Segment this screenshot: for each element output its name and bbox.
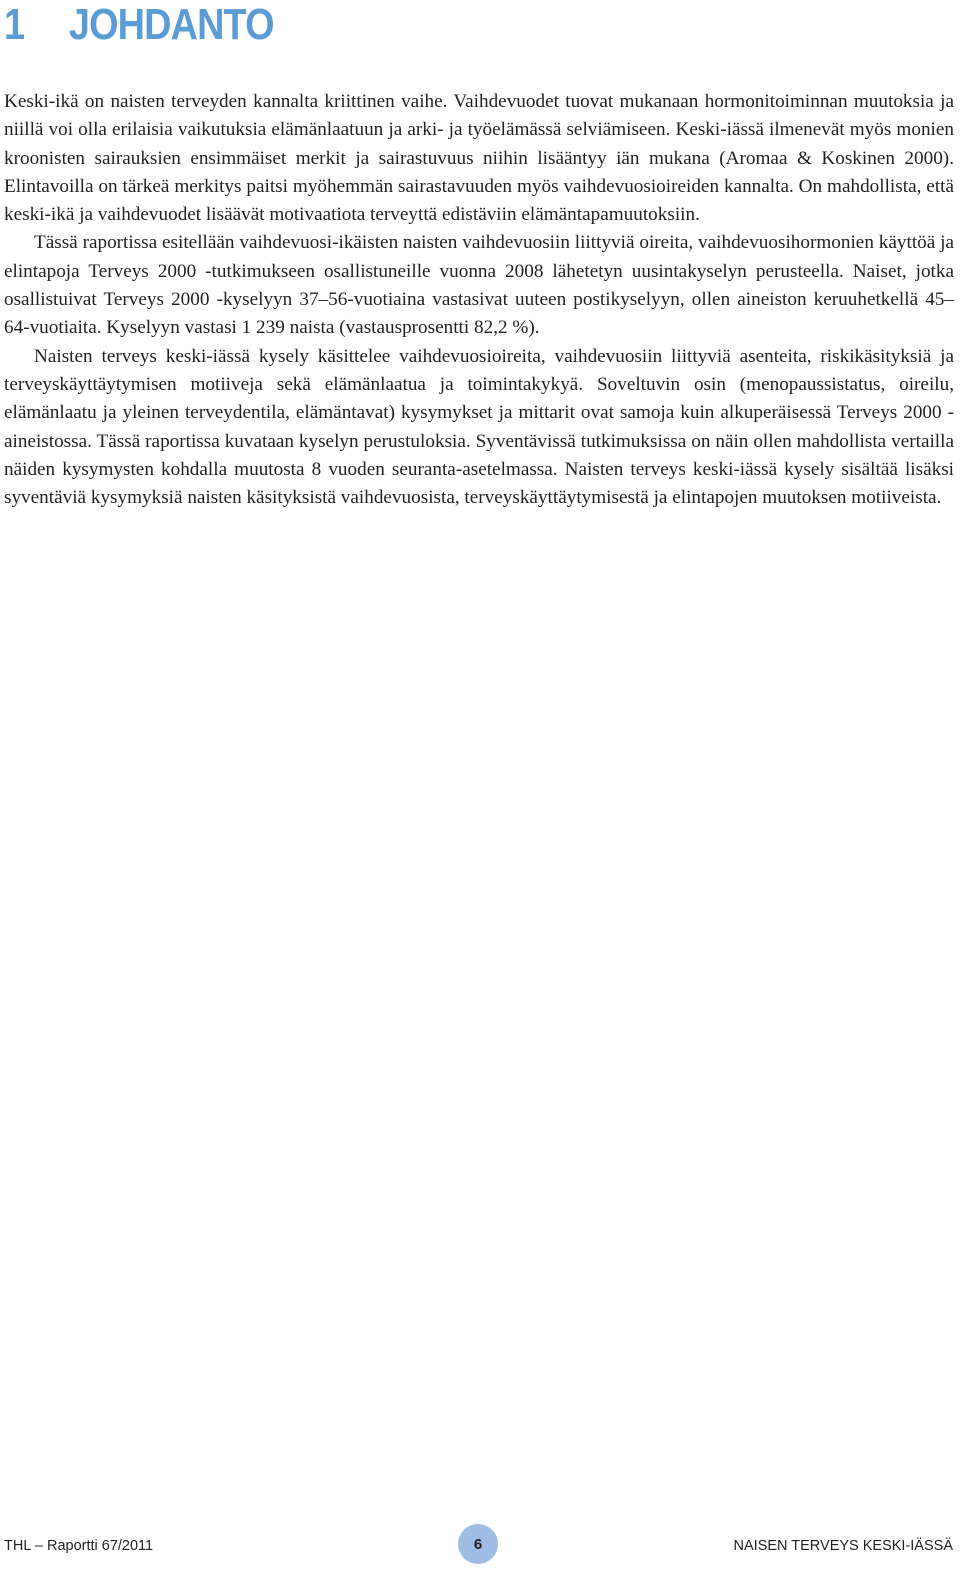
- chapter-heading: [4, 0, 274, 50]
- paragraph-survey-content: Naisten terveys keski-iässä kysely käsittelee vaihdevuosioireita, vaihdevuosiin liittyviä asenteita, riskikäsityksiä ja terveyskäyttäytymisen motiiveja sekä elämänlaatua ja toimintakykyä. Soveltuvin osin (menopaussistatus, oireilu, elämänlaatu ja yleinen terveydentila, elämäntavat) kysymykset ja mittarit ovat samoja kuin alkuperäisessä Terveys 2000 -aineistossa. Tässä raportissa kuvataan kyselyn perustuloksia. Syventävissä tutkimuksissa on näin ollen mahdollista vertailla näiden kysymysten kohdalla muutosta 8 vuoden seuranta-asetelmassa. Naisten terveys keski-iässä kysely sisältää lisäksi syventäviä kysymyksiä naisten käsityksistä vaihdevuosista, terveyskäyttäytymisestä ja elintapojen muutoksen motiiveista.: [4, 345, 954, 509]
- chapter-number: 1: [4, 0, 25, 49]
- paragraph-intro: Keski-ikä on naisten terveyden kannalta kriittinen vaihe. Vaihdevuodet tuovat mukanaan hormonitoiminnan muutoksia ja niillä voi olla erilaisia vaikutuksia elämänlaatuun ja arki- ja työelämässä selviämiseen. Keski-iässä ilmenevät myös monien kroonisten sairauksien ensimmäiset merkit ja sairastuvuus niihin lisääntyy iän mukana (Aromaa & Koskinen 2000). Elintavoilla on tärkeä merkitys paitsi myöhemmän sairastavuuden myös vaihdevuosioireiden kannalta. On mahdollista, että keski-ikä ja vaihdevuodet lisäävät motivaatiota terveyttä edistäviin elämäntapamuutoksiin.: [4, 91, 954, 226]
- footer-publication-title: NAISEN TERVEYS KESKI-IÄSSÄ: [733, 1538, 953, 1554]
- page-number: 6: [473, 1535, 483, 1553]
- chapter-title: JOHDANTO: [68, 0, 274, 49]
- page-footer: [0, 1524, 960, 1568]
- page-number-badge: [458, 1524, 498, 1564]
- footer-report-id: THL – Raportti 67/2011: [4, 1538, 154, 1554]
- paragraph-report-description: Tässä raportissa esitellään vaihdevuosi-ikäisten naisten vaihdevuosiin liittyviä oireita, vaihdevuosihormonien käyttöä ja elintapoja Terveys 2000 -tutkimukseen osallistuneille vuonna 2008 lähetetyn uusintakyselyn perusteella. Naiset, jotka osallistuivat Terveys 2000 -kyselyyn 37–56-vuotiaina vastasivat uuteen postikyselyyn, ollen aineiston keruuhetkellä 45–64-vuotiaita. Kyselyyn vastasi 1 239 naista (vastausprosentti 82,2 %).: [4, 232, 954, 339]
- body-text: [4, 88, 954, 512]
